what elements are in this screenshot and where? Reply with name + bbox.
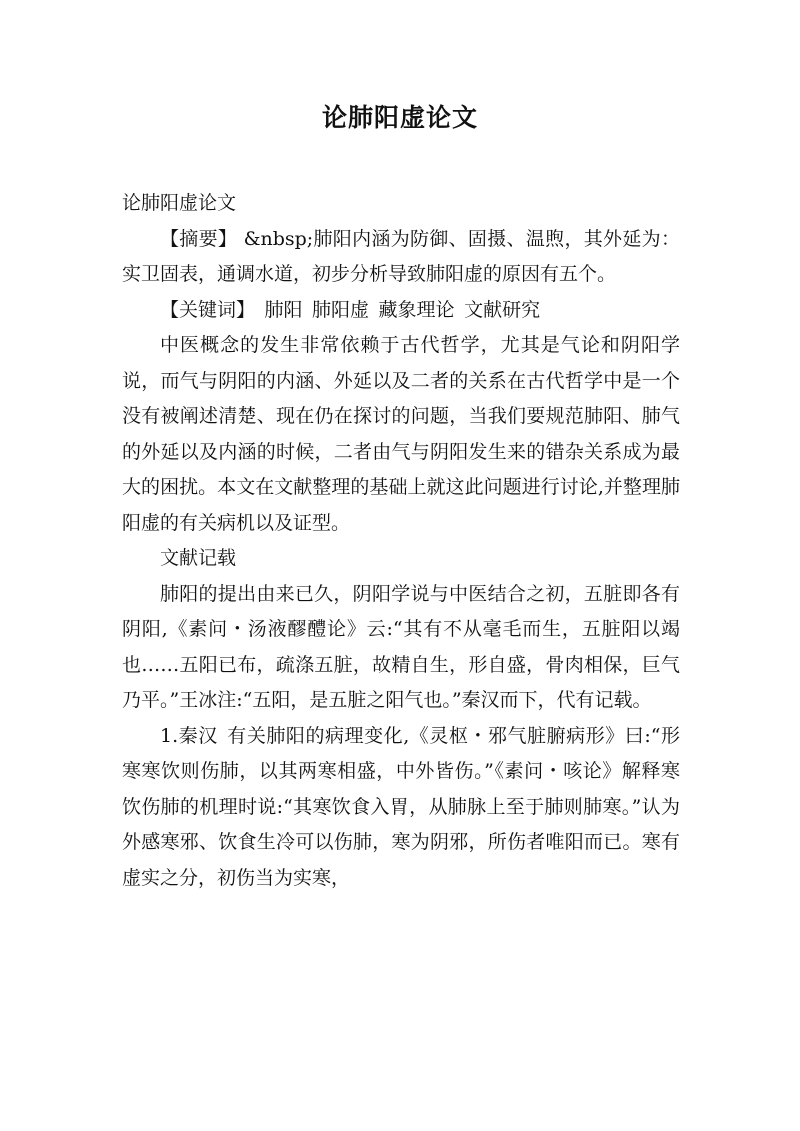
- document-body: [122, 186, 680, 896]
- abstract-text: &nbsp;肺阳内涵为防御、固摄、温煦，其外延为：实卫固表，通调水道，初步分析导致肺阳虚的原因有五个。: [122, 227, 680, 285]
- keyword-item: 肺阳: [264, 298, 303, 321]
- keyword-item: 藏象理论: [378, 298, 455, 321]
- section-paragraph: 肺阳的提出由来已久，阴阳学说与中医结合之初，五脏即各有阴阳,《素问・汤液醪醴论》云:“其有不从毫毛而生，五脏阳以竭也……五阳已布，疏涤五脏，故精自生，形自盛，骨肉相保，巨气乃平。”王冰注:“五阳，是五脏之阳气也。”秦汉而下，代有记载。: [122, 582, 680, 711]
- document-title: 论肺阳虚论文: [321, 103, 478, 132]
- keyword-item: 文献研究: [464, 298, 541, 321]
- abstract-label: 【摘要】: [160, 227, 238, 250]
- document-subtitle: 论肺阳虚论文: [122, 192, 237, 214]
- item-1-paragraph: [122, 719, 680, 897]
- abstract-paragraph: [122, 222, 680, 293]
- item-1-text: 有关肺阳的病理变化,《灵枢・邪气脏腑病形》曰:“形寒寒饮则伤肺，以其两寒相盛，中外皆伤。”《素问・咳论》解释寒饮伤肺的机理时说:“其寒饮食入胃，从肺脉上至于肺则肺寒。”认为外感寒邪、饮食生冷可以伤肺，寒为阴邪，所伤者唯阳而已。寒有虚实之分，初伤当为实寒，: [122, 724, 681, 889]
- item-1-label: 1.秦汉: [160, 724, 218, 747]
- keywords-label: 【关键词】: [160, 298, 256, 321]
- keyword-item: 肺阳虚: [312, 298, 370, 321]
- keywords-paragraph: [122, 293, 680, 329]
- section-heading: 文献记载: [160, 547, 237, 569]
- intro-paragraph: 中医概念的发生非常依赖于古代哲学，尤其是气论和阴阳学说，而气与阴阳的内涵、外延以及二者的关系在古代哲学中是一个没有被阐述清楚、现在仍在探讨的问题，当我们要规范肺阳、肺气的外延以及内涵的时候，二者由气与阴阳发生来的错杂关系成为最大的困扰。本文在文献整理的基础上就这此问题进行讨论,并整理肺阳虚的有关病机以及证型。: [122, 334, 680, 534]
